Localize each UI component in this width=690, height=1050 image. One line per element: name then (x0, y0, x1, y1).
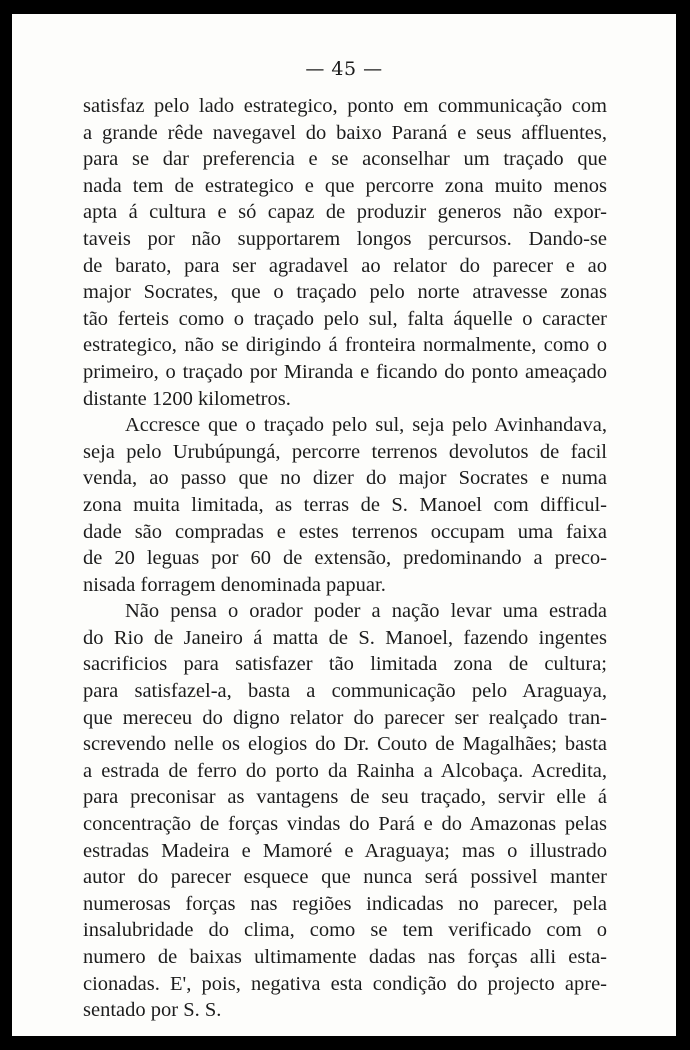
text-line: nisada forragem denominada papuar. (83, 573, 386, 596)
paragraph (83, 93, 607, 412)
text-line: apta á cultura e só capaz de produzir generos não expor- (83, 201, 607, 224)
text-line: distante 1200 kilometros. (83, 387, 291, 410)
text-line: Não pensa o orador poder a nação levar uma estrada (125, 600, 607, 623)
text-line: para satisfazel-a, basta a communicação pelo Araguaya, (83, 680, 607, 703)
page-number: — 45 — (305, 58, 383, 80)
text-line: a grande rêde navegavel do baixo Paraná e seus affluentes, (83, 121, 607, 144)
text-line: insalubridade do clima, como se tem verificado com o (83, 919, 607, 942)
text-line: numero de baixas ultimamente dadas nas forças alli esta- (83, 946, 607, 968)
text-line: dade são compradas e estes terrenos occupam uma faixa (83, 520, 607, 543)
paragraph (83, 598, 607, 1024)
text-line: para preconisar as vantagens de seu traçado, servir elle á (83, 786, 607, 809)
text-line: zona muita limitada, as terras de S. Manoel com difficul- (83, 493, 607, 516)
paragraph (83, 412, 607, 598)
text-line: seja pelo Urubúpungá, percorre terrenos devolutos de facil (83, 440, 607, 463)
text-line: screvendo nelle os elogios do Dr. Couto de Magalhães; basta (83, 733, 607, 756)
text-line: estradas Madeira e Mamoré e Araguaya; mas o illustrado (83, 839, 607, 862)
text-line: que mereceu do digno relator do parecer ser realçado tran- (83, 706, 607, 729)
text-line: para se dar preferencia e se aconselhar um traçado que (83, 148, 607, 171)
text-line: sentado por S. S. (83, 999, 222, 1022)
text-line: autor do parecer esquece que nunca será possivel manter (83, 866, 607, 889)
text-line: numerosas forças nas regiões indicadas no parecer, pela (83, 892, 607, 915)
text-line: concentração de forças vindas do Pará e do Amazonas pelas (83, 813, 607, 836)
text-line: sacrificios para satisfazer tão limitada zona de cultura; (83, 653, 607, 676)
body-text (83, 93, 607, 1024)
text-line: cionadas. E', pois, negativa esta condição do projecto apre- (83, 972, 607, 995)
text-line: major Socrates, que o traçado pelo norte atravesse zonas (83, 281, 607, 304)
text-line: satisfaz pelo lado estrategico, ponto em communicação com (83, 95, 607, 117)
text-line: estrategico, não se dirigindo á fronteira normalmente, como o (83, 334, 607, 357)
text-line: de 20 leguas por 60 de extensão, predominando a preco- (83, 547, 607, 570)
text-line: a estrada de ferro do porto da Rainha a Alcobaça. Acredita, (83, 759, 607, 782)
text-line: taveis por não supportarem longos percursos. Dando-se (83, 227, 607, 250)
text-line: de barato, para ser agradavel ao relator do parecer e ao (83, 254, 607, 277)
text-line: do Rio de Janeiro á matta de S. Manoel, fazendo ingentes (83, 626, 607, 649)
text-line: primeiro, o traçado por Miranda e ficando do ponto ameaçado (83, 360, 607, 383)
book-page (12, 14, 676, 1036)
text-line: venda, ao passo que no dizer do major Socrates e numa (83, 467, 607, 490)
text-line: tão ferteis como o traçado pelo sul, falta áquelle o caracter (83, 307, 607, 330)
text-line: Accresce que o traçado pelo sul, seja pelo Avinhandava, (125, 414, 607, 437)
text-line: nada tem de estrategico e que percorre zona muito menos (83, 174, 607, 197)
